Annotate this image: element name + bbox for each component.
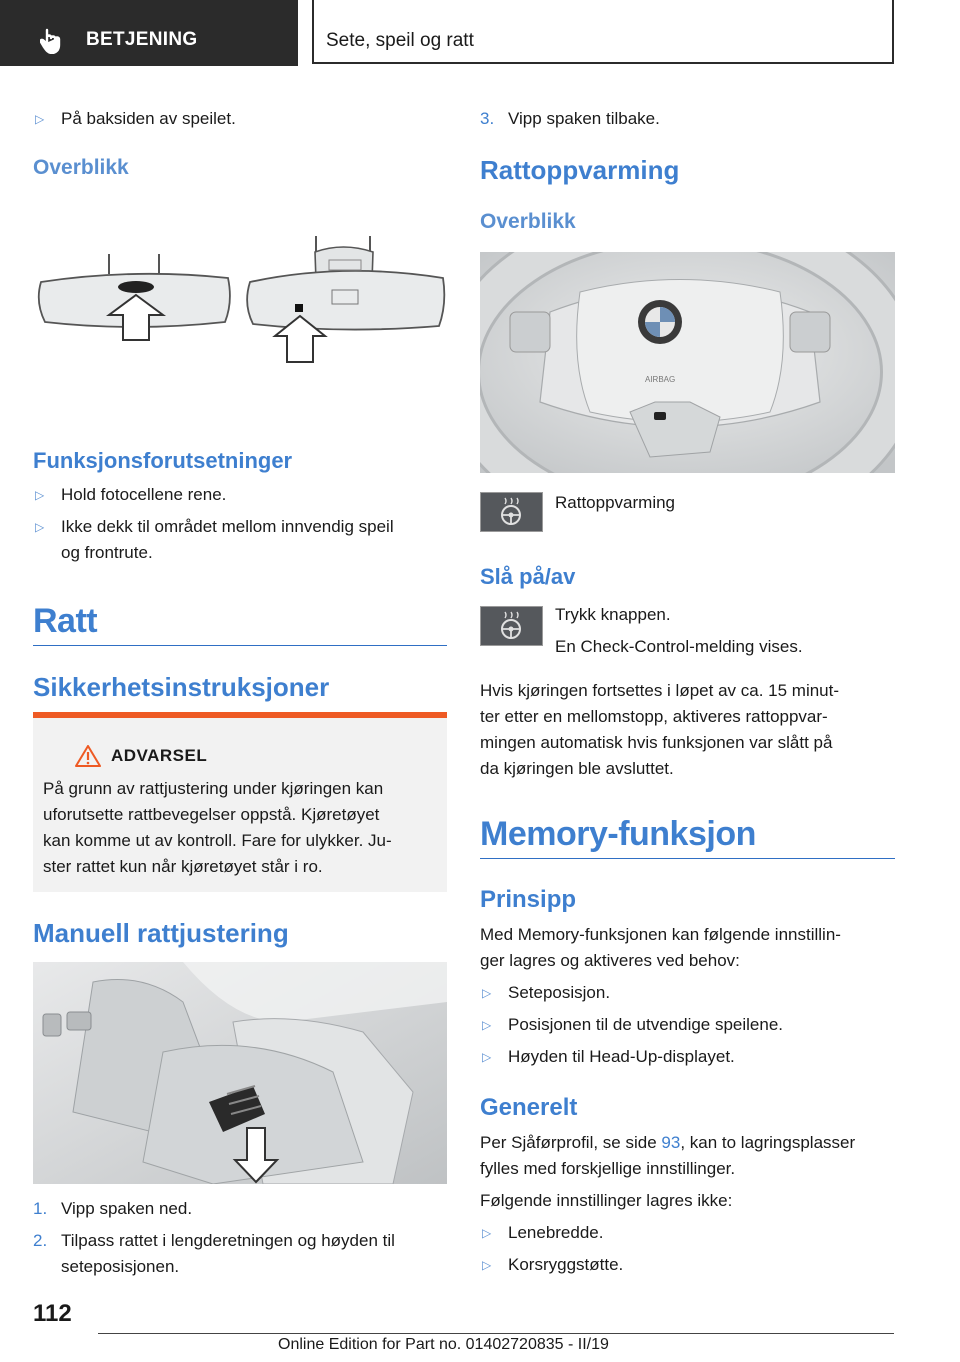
triangle-bullet-icon: ▷: [482, 1018, 492, 1032]
step-item: 2. Tilpass rattet i lengderetningen og høyden til: [33, 1231, 395, 1250]
hand-pointer-icon: [40, 28, 62, 54]
general-paragraph: Per Sjåførprofil, se side 93, kan to lagringsplasser fylles med forskjellige innstillinger.: [480, 1133, 856, 1178]
triangle-bullet-icon: ▷: [482, 1226, 492, 1240]
section-title-ratt: Ratt: [33, 602, 98, 640]
list-item: ▷ Hold fotocellene rene.: [33, 482, 226, 508]
safety-heading: Sikkerhetsinstruksjoner: [33, 672, 330, 702]
step-item: 1. Vipp spaken ned.: [33, 1199, 193, 1218]
general-heading: Generelt: [480, 1094, 578, 1121]
overview-heading: Overblikk: [480, 210, 576, 233]
principle-heading: Prinsipp: [480, 886, 577, 913]
edition-text: Online Edition for Part no. 01402720835 - II/19: [278, 1336, 609, 1353]
memory-heading: Memory-funksjon: [480, 815, 756, 853]
overview-heading: Overblikk: [33, 156, 129, 179]
chapter-title: Sete, speil og ratt: [326, 30, 474, 51]
warning-box: [33, 712, 447, 892]
step-item: 3. Vipp spaken tilbake.: [480, 109, 660, 128]
section-rule: [33, 645, 447, 646]
warning-title: ADVARSEL: [111, 746, 208, 765]
mirror-illustration: [33, 232, 447, 372]
page-number: 112: [33, 1300, 72, 1327]
section-tab[interactable]: [0, 0, 298, 66]
list-item: ▷ Seteposisjon.: [480, 980, 610, 1006]
steering-column-drawing: [33, 962, 447, 1184]
page-link[interactable]: 93: [661, 1133, 681, 1152]
prerequisites-heading: Funksjonsforutsetninger: [33, 448, 293, 473]
chapter-box: [312, 0, 894, 64]
list-item-continuation: og frontrute.: [61, 543, 153, 562]
principle-paragraph: Med Memory-funksjonen kan følgende innstillin- ger lagres og aktiveres ved behov:: [480, 925, 841, 970]
triangle-bullet-icon: ▷: [482, 986, 492, 1000]
list-item: ▷ På baksiden av speilet.: [33, 106, 236, 132]
steering-column-illustration: [33, 962, 447, 1184]
steering-heat-icon: [481, 607, 542, 645]
steering-wheel-drawing: [480, 252, 895, 473]
not-saved-intro: Følgende innstillinger lagres ikke:: [480, 1191, 733, 1210]
warning-triangle-icon: [75, 745, 101, 767]
triangle-bullet-icon: ▷: [35, 520, 45, 534]
onoff-heading: Slå på/av: [480, 564, 576, 589]
list-item: ▷ Korsryggstøtte.: [480, 1252, 623, 1278]
triangle-bullet-icon: ▷: [35, 488, 45, 502]
heating-paragraph: Hvis kjøringen fortsettes i løpet av ca. 15 minut- ter etter en mellomstopp, aktiveres rattoppvar- mingen automatisk hvis funksjonen var slått på da kjøringen ble avsluttet.: [480, 681, 840, 778]
airbag-label: AIRBAG: [645, 375, 676, 384]
triangle-bullet-icon: ▷: [482, 1258, 492, 1272]
list-item: ▷ Lenebredde.: [480, 1220, 603, 1246]
step-continuation: seteposisjonen.: [61, 1257, 180, 1276]
triangle-bullet-icon: ▷: [35, 112, 45, 126]
heating-heading: Rattoppvarming: [480, 155, 680, 185]
mirror-drawing: [33, 232, 447, 372]
warning-body: På grunn av rattjustering under kjøringen kan uforutsette rattbevegelser oppstå. Kjøretøyet kan komme ut av kontroll. Fare for ulykker. Ju- ster rattet kun når kjøretøyet står i ro.: [43, 779, 392, 876]
press-instruction: Trykk knappen.: [555, 605, 671, 624]
heating-button[interactable]: [480, 606, 543, 646]
manual-adjust-heading: Manuell rattjustering: [33, 918, 289, 948]
heating-button[interactable]: [480, 492, 543, 532]
steering-heat-icon: [481, 493, 542, 531]
section-tab-label: BETJENING: [86, 29, 198, 50]
check-control-message: En Check-Control-melding vises.: [555, 637, 803, 656]
page-header: [0, 0, 960, 66]
list-item: ▷ Ikke dekk til området mellom innvendig speil: [33, 514, 394, 540]
list-item: ▷ Høyden til Head-Up-displayet.: [480, 1044, 735, 1070]
heating-button-label: Rattoppvarming: [555, 493, 676, 512]
triangle-bullet-icon: ▷: [482, 1050, 492, 1064]
steering-wheel-illustration: [480, 252, 895, 473]
section-rule: [480, 858, 895, 859]
list-item: ▷ Posisjonen til de utvendige speilene.: [480, 1012, 783, 1038]
footer-rule: [98, 1333, 894, 1334]
